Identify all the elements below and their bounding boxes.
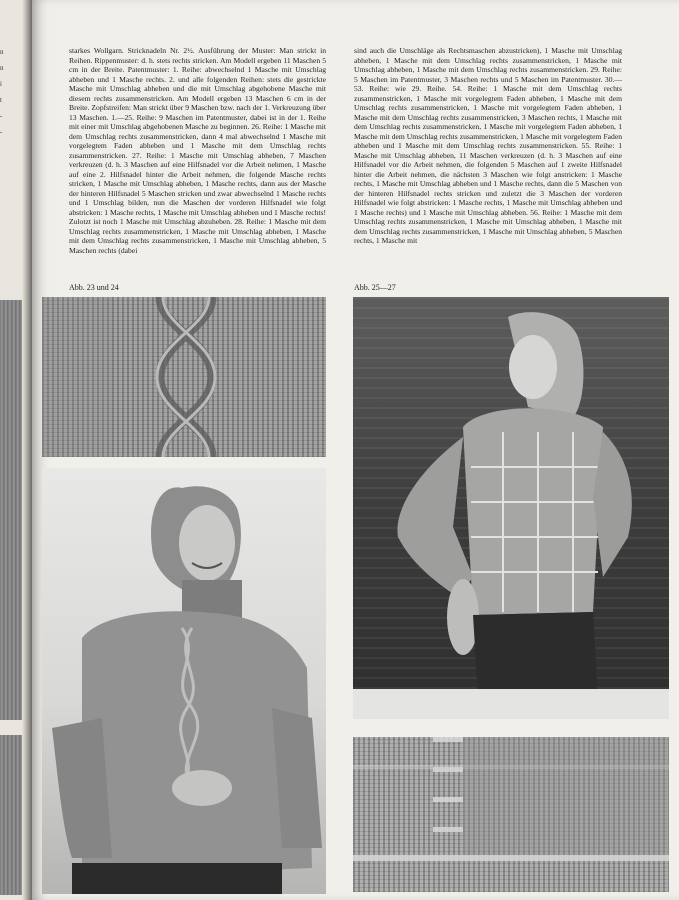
previous-page-photo: [0, 735, 22, 895]
instructions-column-right: sind auch die Umschläge als Rechtsmaschen abzustricken), 1 Masche mit Umschlag abheben, 1 Masche mit dem Umschlag rechts zusammenstricken, 1 Masche mit Umschlag abheben, 1 Masche mit dem Umschlag rechts zusammenstricken. 29. Reihe: 5 Maschen im Patentmuster, 3 Maschen rechts und 5 Maschen im Patentmuster. 30.—53. Reihe: wie 29. Reihe. 54. Reihe: 1 Masche mit dem Umschlag rechts zusammenstricken, 1 Masche mit vorgelegtem Faden abheben, 1 Masche mit dem Umschlag rechts zusammenstricken, 1 Masche mit vorgelegtem Faden abheben, 1 Masche mit dem Umschlag rechts zusammenstricken, 3 Maschen rechts, 1 Masche mit dem Umschlag rechts zusammenstricken, 1 Masche mit vorgelegtem Faden abheben, 1 Masche mit dem Umschlag rechts zusammenstricken, 1 Masche mit vorgelegtem Faden abheben und 1 Masche mit dem Umschlag rechts zusammenstricken. 55. Reihe: 1 Masche mit Umschlag abheben, 11 Maschen verkreuzen (d. h. 3 Maschen auf eine Hilfsnadel vor die Arbeit nehmen, die folgenden 5 Maschen auf 1 zweite Hilfsnadel hinter die Arbeit nehmen, die nächsten 3 Maschen wie folgt anstricken: 1 Masche rechts, 1 Masche mit Umschlag abheben und 1 Masche rechts, dann die 5 Maschen von der hinteren Hilfsnadel rechts stricken und zuletzt die 3 Maschen der vorderen Hilfsnadel wie folgt abstricken: 1 Masche rechts, 1 Masche mit Umschlag abheben und 1 Masche rechts) und 1 Masche mit Umschlag abheben. 56. Reihe: 1 Masche mit dem Umschlag rechts zusammenstricken, 1 Masche mit Umschlag abheben, 1 Masche mit dem Umschlag rechts zusammenstricken, 1 Masche mit Umschlag abheben, 5 Maschen rechts, 1 Masche mit: [354, 46, 622, 245]
floor-strip: [353, 689, 669, 719]
previous-page-edge: [0, 0, 32, 900]
checked-knit-swatch-image: [353, 737, 669, 892]
strip-letter: t: [0, 96, 2, 104]
previous-page-text-fragment: [0, 44, 12, 140]
magazine-page: [32, 0, 679, 900]
man-figure: [42, 468, 326, 894]
strip-letter: i: [0, 80, 2, 88]
caption-figures-23-24: Abb. 23 und 24: [69, 283, 119, 292]
woman-figure: [353, 297, 669, 719]
woman-in-checked-sweater-photo: [353, 297, 669, 719]
cable-knit-swatch-image: [42, 297, 326, 457]
instructions-column-left: starkes Wollgarn. Stricknadeln Nr. 2½. Ausführung der Muster: Man strickt in Reihen. Rippenmuster: d. h. stets rechts stricken. Am Modell ergeben 11 Maschen 5 cm in der Breite. Patentmuster: 1. Reihe: abwechselnd 1 Masche mit Umschlag abheben und 1 Masche rechts. 2. und alle folgenden Reihen: stets die gestrickte Masche mit Umschlag abheben und die mit Umschlag abgehobene Masche mit diesem rechts zusammenstricken. Am Modell ergeben 13 Maschen 6 cm in der Breite. Zopfstreifen: Man strickt über 9 Maschen bzw. nach der 1. Verkreuzung über 13 Maschen. 1.—25. Reihe: 9 Maschen im Patentmuster, dabei ist in der 1. Reihe mit einer mit Umschlag abgehobenen Masche zu beginnen. 26. Reihe: 1 Masche mit dem Umschlag rechts zusammenstricken, dann 4 mal abwechselnd 1 Masche mit vorgelegtem Faden abheben und 1 Masche mit dem Umschlag rechts zusammenstricken. 27. Reihe: 1 Masche mit Umschlag abheben, 7 Maschen verkreuzen (d. h. 3 Maschen auf eine Hilfsnadel vor die Arbeit nehmen, 1 Masche auf eine 2. Hilfsnadel hinter die Arbeit nehmen, die folgende Masche rechts stricken, 1 Masche mit Umschlag abheben, 1 Masche rechts, dann aus der Masche der hinteren Hilfsnadel 5 Maschen stricken und zwar abwechselnd 1 Masche rechts und 1 Umschlag bilden, nun die Maschen der vorderen Hilfsnadel wie folgt abstricken: 1 Masche rechts, 1 Masche mit Umschlag abheben und 1 Masche rechts! Zulotzt ist noch 1 Masche mit Umschlag abzuheben. 28. Reihe: 1 Masche mit dem Umschlag rechts zusammenstricken, 1 Masche mit Umschlag abheben, 1 Masche mit dem Umschlag rechts zusammenstricken, 1 Masche mit Umschlag abheben, 5 Maschen rechts (dabei: [69, 46, 326, 255]
strip-letter: n: [0, 64, 4, 72]
strip-letter: -: [0, 112, 3, 120]
previous-page-photo: [0, 300, 22, 720]
caption-figures-25-27: Abb. 25—27: [354, 283, 396, 292]
strip-letter: -: [0, 128, 3, 136]
check-pattern: [353, 737, 669, 892]
man-in-hooded-cable-sweater-photo: [42, 468, 326, 894]
cable-pattern: [42, 297, 326, 457]
strip-letter: n: [0, 48, 4, 56]
